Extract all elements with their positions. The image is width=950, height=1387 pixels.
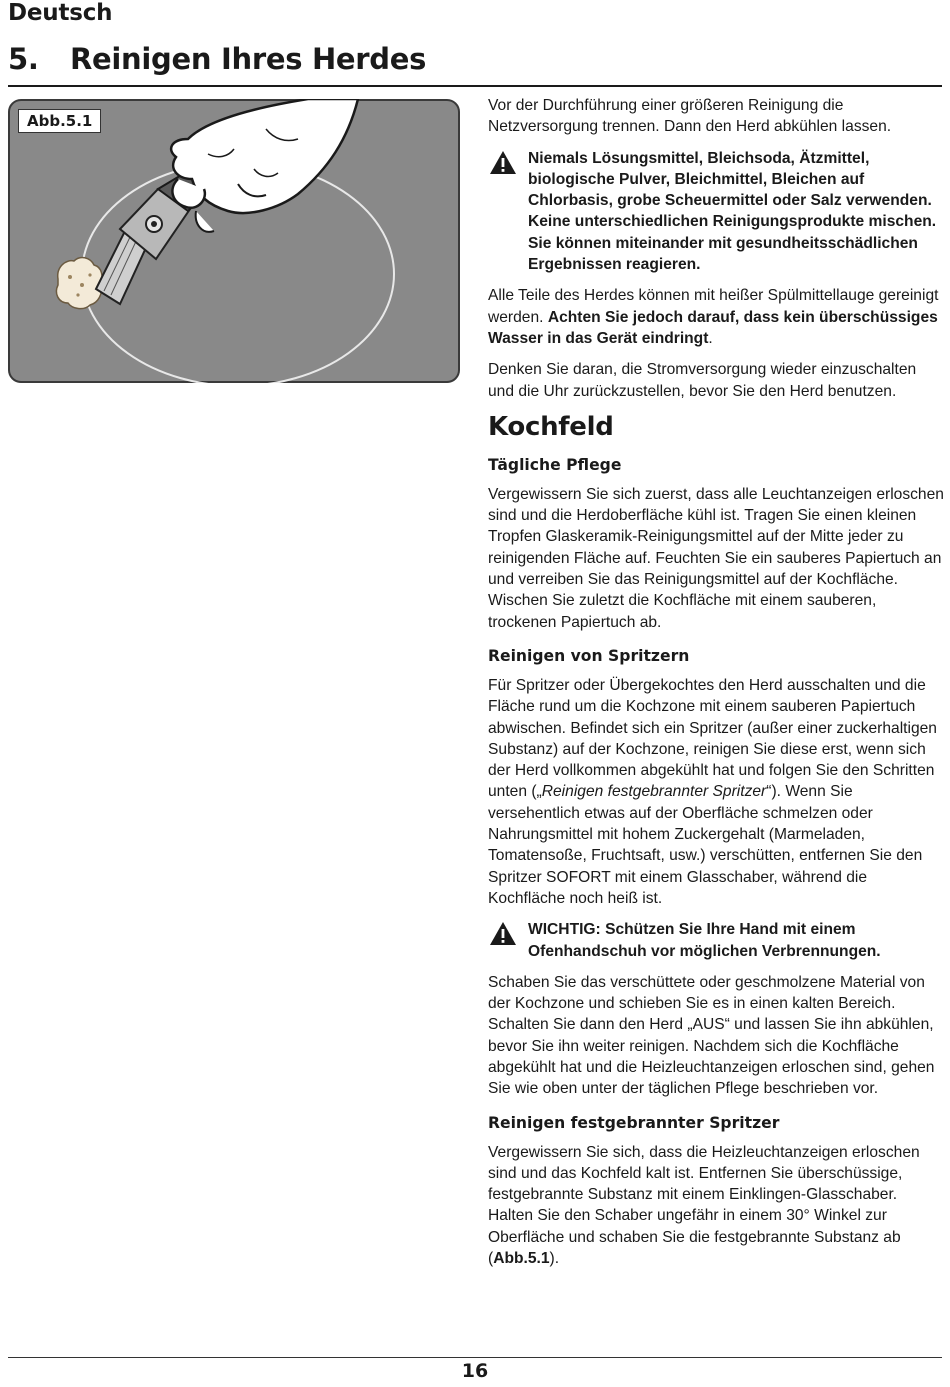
burnt-text-a: Vergewissern Sie sich, dass die Heizleuchtanzeigen erloschen sind und das Kochfeld kalt ist. Entfernen Sie überschüssige, festgebrannte Substanz mit einem Einklingen-Glasschaber. Halten Sie den Schaber ungefähr in einem 30° Winkel zur Oberfläche und schaben Sie die festgebrannte Substanz ab (	[488, 1143, 920, 1268]
burnt-spills-text	[488, 1142, 946, 1270]
chapter-title	[8, 42, 426, 76]
spills-text-a: Für Spritzer oder Übergekochtes den Herd ausschalten und die Fläche rund um die Kochzone mit einem sauberen Papiertuch abwischen. Befindet sich ein Spritzer (außer einer zuckerhaltigen Substanz) auf der Kochzone, reinigen Sie diese erst, wenn sich der Herd vollkommen abgekühlt hat und folgen Sie den Schritten unten („	[488, 676, 937, 801]
scraper-illustration	[8, 99, 460, 383]
spills-text	[488, 675, 946, 909]
figure-abb-5-1	[8, 99, 460, 383]
warning-solvents	[488, 148, 946, 276]
subheading-spills: Reinigen von Spritzern	[488, 646, 690, 665]
language-label: Deutsch	[8, 0, 113, 26]
figure-label: Abb.5.1	[18, 109, 101, 133]
intro-p2-end: .	[708, 329, 713, 347]
spills-text-b: “). Wenn Sie versehentlich etwas auf der Oberfläche schmelzen oder Nahrungsmittel mit hohem Zuckergehalt (Marmeladen, Tomatensoße, Fruchtsaft, usw.) verschütten, entfernen Sie den Spritzer SOFORT mit einem Glasschaber, während die Kochfläche noch heiß ist.	[488, 783, 923, 907]
warning-solvents-text: Niemals Lösungsmittel, Bleichsoda, Ätzmittel, biologische Pulver, Bleichmittel, Bleichen auf Chlorbasis, grobe Scheuermittel oder Salz verwenden. Keine unterschiedlichen Reinigungsprodukte mischen. Sie können miteinander mit gesundheitsschädlichen Ergebnissen reagieren.	[528, 149, 937, 274]
spills-text-italic: Reinigen festgebrannter Spritzer	[541, 783, 767, 801]
intro-paragraph-1: Vor der Durchführung einer größeren Reinigung die Netzversorgung trennen. Dann den Herd abkühlen lassen.	[488, 97, 892, 136]
burnt-text-b: ).	[549, 1250, 560, 1268]
warning-triangle-icon	[489, 921, 517, 946]
footer-rule	[8, 1357, 942, 1358]
intro-p2-bold: Achten Sie jedoch darauf, dass kein überschüssiges Wasser in das Gerät eindringt	[488, 308, 938, 347]
burnt-figure-ref: Abb.5.1	[493, 1250, 550, 1268]
text-column	[488, 95, 946, 1279]
subheading-daily-care: Tägliche Pflege	[488, 455, 622, 474]
page-number: 16	[461, 1360, 489, 1382]
warning-triangle-icon	[489, 150, 517, 175]
daily-care-text: Vergewissern Sie sich zuerst, dass alle Leuchtanzeigen erloschen sind und die Herdoberfläche kühl ist. Tragen Sie einen kleinen Tropfen Glaskeramik-Reinigungsmittel auf der Mitte jeder zu reinigenden Fläche auf. Feuchten Sie ein sauberes Papiertuch an und verreiben Sie das Reinigungsmittel auf der Kochfläche. Wischen Sie zuletzt die Kochfläche mit einem sauberen, trockenen Papiertuch ab.	[488, 485, 944, 631]
intro-paragraph-2	[488, 285, 946, 349]
section-heading-kochfeld: Kochfeld	[488, 411, 614, 442]
intro-p2-regular: Alle Teile des Herdes können mit heißer Spülmittellauge gereinigt werden.	[488, 287, 939, 326]
chapter-title-text: Reinigen Ihres Herdes	[70, 42, 427, 76]
scrape-text: Schaben Sie das verschüttete oder geschmolzene Material von der Kochzone und schieben Sie es in einen kalten Bereich. Schalten Sie dann den Herd „AUS“ und lassen Sie ihn abkühlen, bevor Sie ihn weiter reinigen. Nachdem sich die Kochfläche abgekühlt hat und die Heizleuchtanzeigen erloschen sind, gehen Sie wie oben unter der täglichen Pflege beschrieben vor.	[488, 973, 935, 1098]
warning-oven-glove-text: WICHTIG: Schützen Sie Ihre Hand mit einem Ofenhandschuh vor möglichen Verbrennungen.	[528, 921, 881, 960]
subheading-burnt-spills: Reinigen festgebrannter Spritzer	[488, 1113, 780, 1132]
warning-oven-glove	[488, 919, 946, 962]
chapter-number: 5.	[8, 42, 39, 76]
header-rule	[8, 85, 942, 87]
intro-paragraph-3: Denken Sie daran, die Stromversorgung wieder einzuschalten und die Uhr zurückzustellen, bevor Sie den Herd benutzen.	[488, 361, 917, 400]
